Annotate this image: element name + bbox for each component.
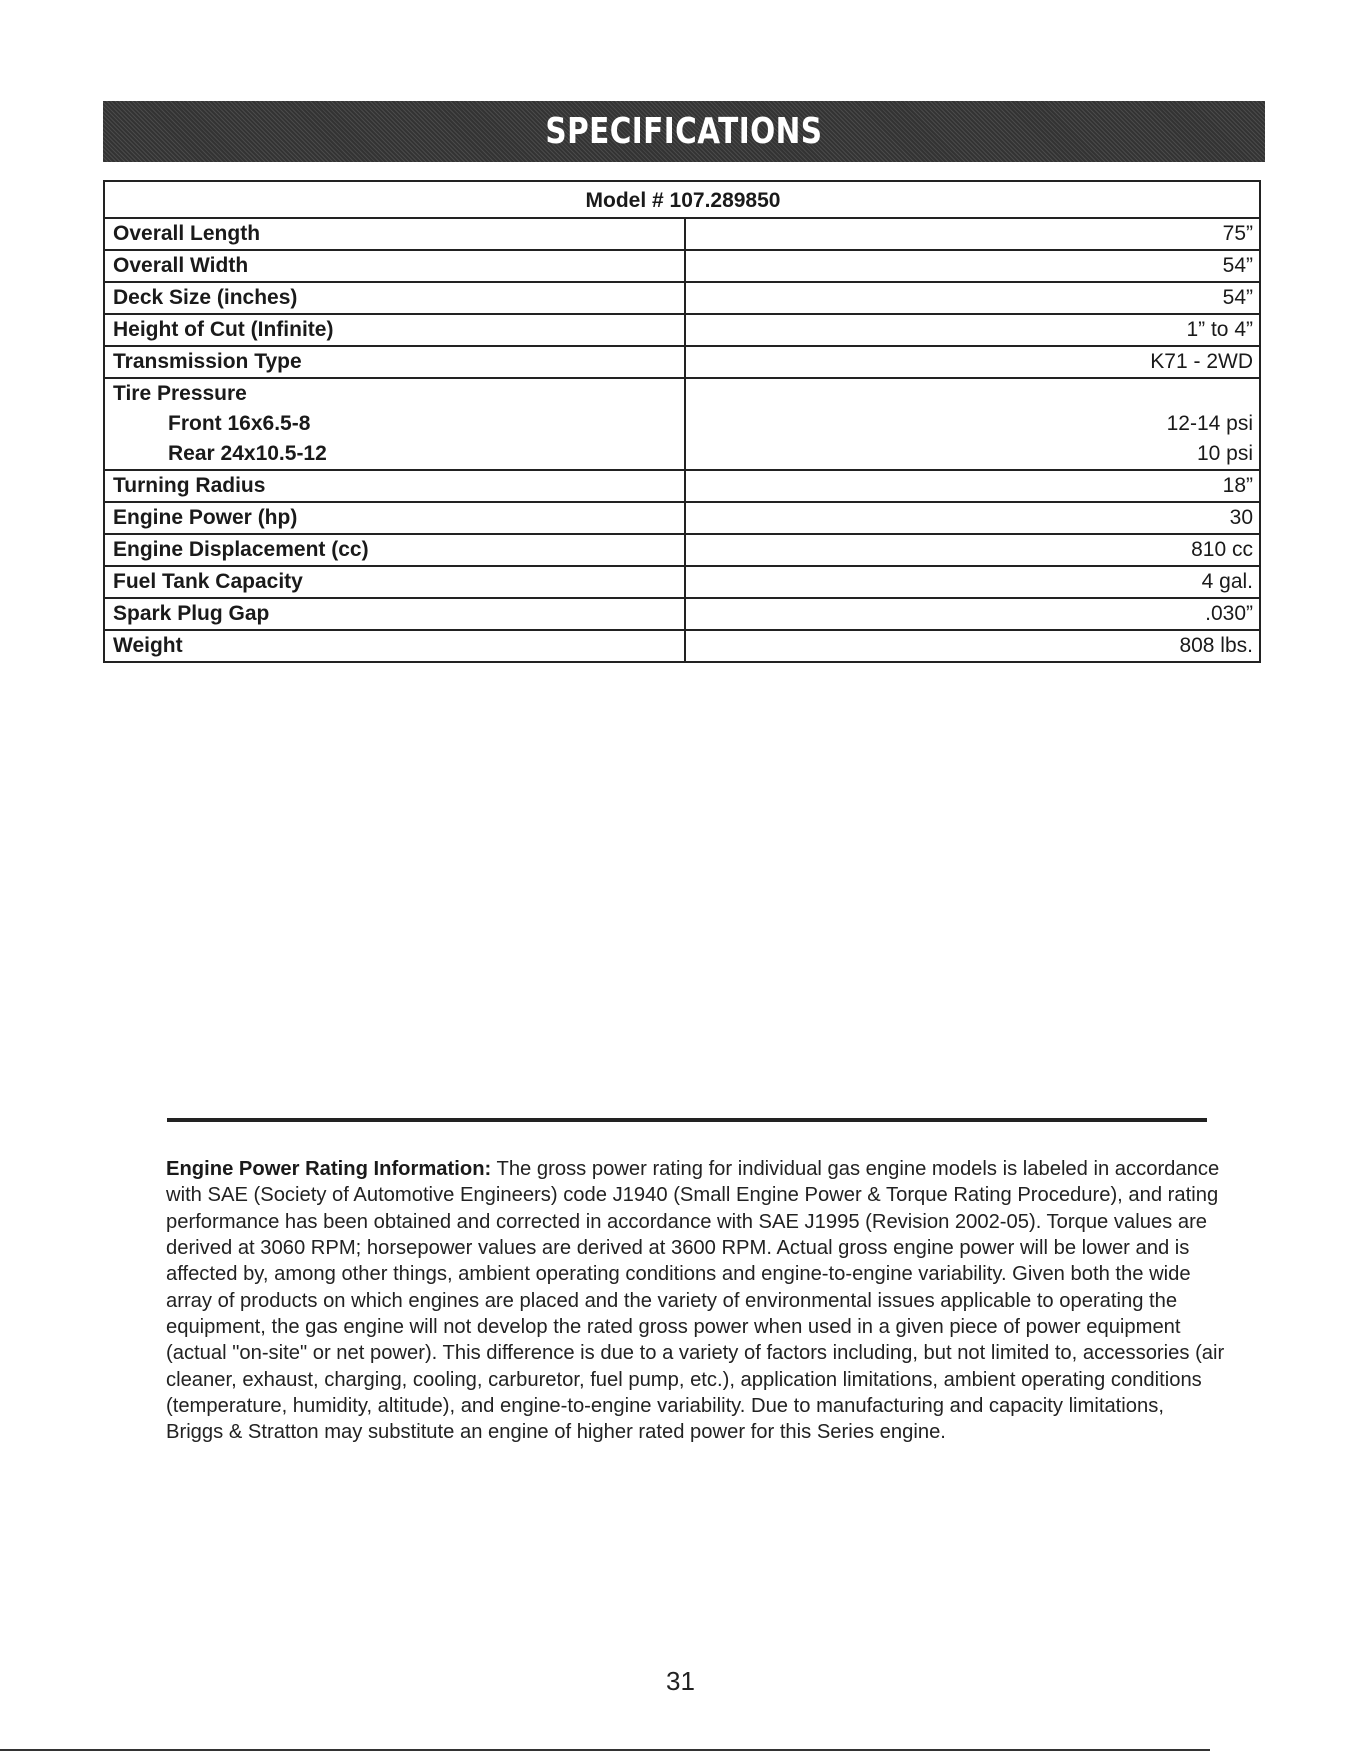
front-tire-label: Front 16x6.5-8 — [168, 412, 311, 435]
table-row — [104, 346, 1260, 378]
front-tire-value: 12-14 psi — [1166, 412, 1253, 435]
spec-label: Tire Pressure — [113, 382, 247, 405]
table-row-tire-pressure — [104, 378, 1260, 470]
section-banner — [103, 101, 1265, 162]
table-row — [104, 470, 1260, 502]
table-row — [104, 250, 1260, 282]
spec-label: Transmission Type — [104, 346, 685, 378]
section-title: SPECIFICATIONS — [545, 111, 823, 152]
spec-label: Fuel Tank Capacity — [104, 566, 685, 598]
spec-value: 54” — [685, 282, 1260, 314]
spec-value: 18” — [685, 470, 1260, 502]
table-row — [104, 534, 1260, 566]
footer-rule — [0, 1749, 1210, 1751]
spec-label: Engine Power (hp) — [104, 502, 685, 534]
rating-heading: Engine Power Rating Information: — [166, 1158, 492, 1181]
spec-label: Weight — [104, 630, 685, 662]
spec-value: 30 — [685, 502, 1260, 534]
table-row — [104, 630, 1260, 662]
spec-value: 808 lbs. — [685, 630, 1260, 662]
table-row — [104, 218, 1260, 250]
table-row — [104, 314, 1260, 346]
table-row — [104, 502, 1260, 534]
spec-label: Engine Displacement (cc) — [104, 534, 685, 566]
specifications-table — [103, 180, 1261, 663]
model-number: Model # 107.289850 — [104, 181, 1260, 218]
rating-body: The gross power rating for individual gas engine models is labeled in accordance with SAE (Society of Automotive Engineers) code J1940 (Small Engine Power & Torque Rating Procedure), and rating performance has been obtained and corrected in accordance with SAE J1995 (Revision 2002-05). Torque values are derived at 3060 RPM; horsepower values are derived at 3600 RPM. Actual gross engine power will be lower and is affected by, among other things, ambient operating conditions and engine-to-engine variability. Given both the wide array of products on which engines are placed and the variety of environmental issues applicable to operating the equipment, the gas engine will not develop the rated gross power when used in a given piece of power equipment (actual "on-site" or net power). This difference is due to a variety of factors including, but not limited to, accessories (air cleaner, exhaust, charging, cooling, carburetor, fuel pump, etc.), application limitations, ambient operating conditions (temperature, humidity, altitude), and engine-to-engine variability. Due to manufacturing and capacity limitations, Briggs & Stratton may substitute an engine of higher rated power for this Series engine. — [166, 1158, 1225, 1444]
table-row — [104, 282, 1260, 314]
table-row — [104, 598, 1260, 630]
spec-value: .030” — [685, 598, 1260, 630]
engine-power-rating-info — [166, 1156, 1226, 1445]
tire-pressure-values — [685, 378, 1260, 470]
spec-value: 1” to 4” — [685, 314, 1260, 346]
spec-label: Overall Width — [104, 250, 685, 282]
page-number: 31 — [666, 1666, 695, 1696]
divider — [167, 1118, 1207, 1122]
spec-value: 75” — [685, 218, 1260, 250]
spec-value: 810 cc — [685, 534, 1260, 566]
spec-value: 4 gal. — [685, 566, 1260, 598]
spec-value: K71 - 2WD — [685, 346, 1260, 378]
table-header-row — [104, 181, 1260, 218]
spec-label: Deck Size (inches) — [104, 282, 685, 314]
spec-label: Height of Cut (Infinite) — [104, 314, 685, 346]
spec-label: Turning Radius — [104, 470, 685, 502]
rear-tire-label: Rear 24x10.5-12 — [168, 442, 327, 465]
rear-tire-value: 10 psi — [1196, 442, 1253, 465]
tire-pressure-labels — [104, 378, 685, 470]
table-row — [104, 566, 1260, 598]
spec-label: Overall Length — [104, 218, 685, 250]
spec-value: 54” — [685, 250, 1260, 282]
spec-label: Spark Plug Gap — [104, 598, 685, 630]
